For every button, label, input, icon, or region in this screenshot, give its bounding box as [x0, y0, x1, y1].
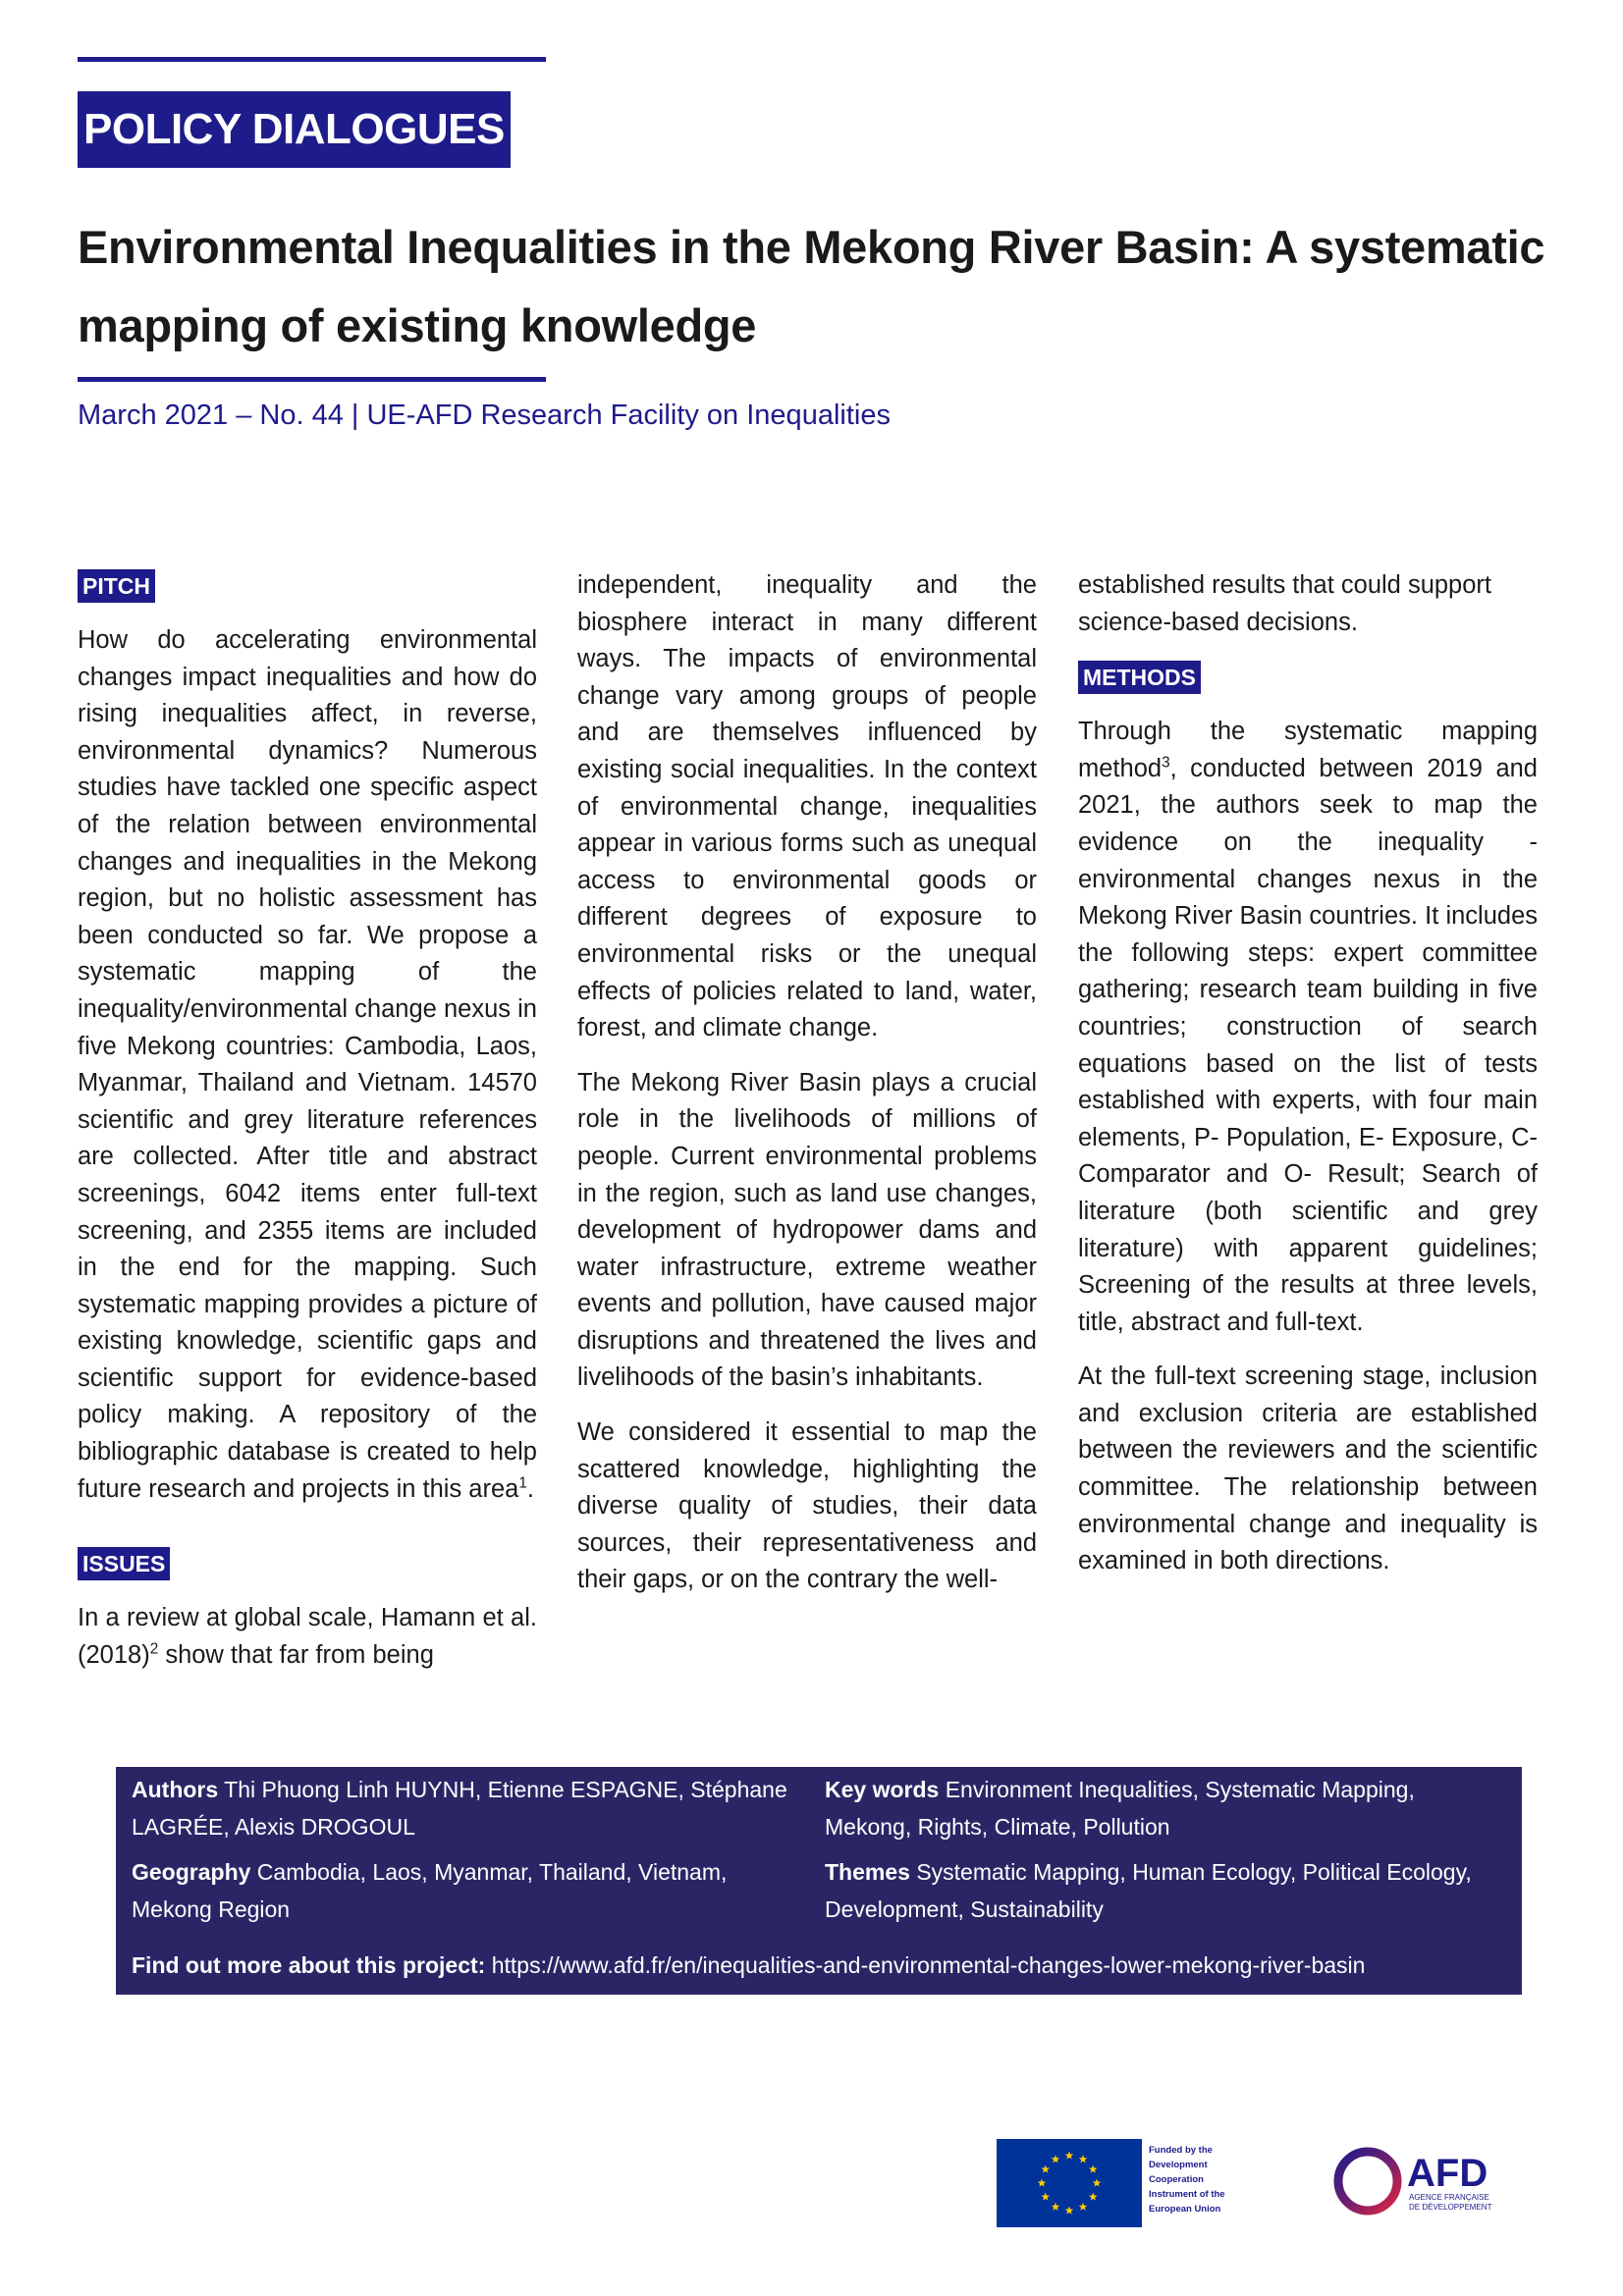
afd-subtitle-line: AGENCE FRANÇAISE [1409, 2193, 1489, 2202]
issues-paragraph-3-start: We considered it essential to map the scattered knowledge, highlighting the diverse quality of studies, their data sources, their representativeness and their gaps, or on the contrary the well- [577, 1418, 1037, 1594]
eu-text-line: European Union [1149, 2204, 1221, 2215]
section-label-methods: METHODS [1078, 661, 1201, 694]
afd-logo [1330, 2141, 1527, 2221]
pitch-paragraph: How do accelerating environmental changes impact inequalities and how do rising inequalities affect, in reverse, environmental dynamics? Numerous studies have tackled one specific aspect of the relation between environmental changes and inequalities in the Mekong region, but no holistic assessment has been conducted so far. We propose a systematic mapping of the inequality/environmental change nexus in five Mekong countries: Cambodia, Laos, Myanmar, Thailand and Vietnam. 14570 scientific and grey literature references are collected. After title and abstract screenings, 6042 items enter full-text screening, and 2355 items are included in the end for the mapping. Such systematic mapping provides a picture of existing knowledge, scientific gaps and scientific support for evidence-based policy making. A repository of the bibliographic database is created to help future research and projects in this area$^1$. [78, 626, 537, 1503]
footnote-ref: 1 [518, 1474, 527, 1492]
eu-text-line: Funded by the [1149, 2145, 1213, 2156]
project-info-box [116, 1767, 1522, 1995]
footnote-ref: 3 [1162, 754, 1170, 772]
afd-wordmark: AFD [1407, 2152, 1488, 2195]
issues-paragraph-2: The Mekong River Basin plays a crucial role in the livelihoods of millions of people. Current environmental problems in the region, such as land use changes, development of hydropower dams and water infrastructure, extreme weather events and pollution, have caused major disruptions and threatened the lives and livelihoods of the basin’s inhabitants. [577, 1068, 1037, 1392]
project-link[interactable]: https://www.afd.fr/en/inequalities-and-environmental-changes-lower-mekong-river-basin [485, 1952, 1366, 1978]
series-badge: POLICY DIALOGUES [78, 91, 511, 168]
eu-flag-icon [997, 2139, 1242, 2227]
column-3 [1078, 567, 1538, 1598]
column-2 [577, 0, 1037, 567]
eu-text-line: Development [1149, 2160, 1208, 2170]
title-rule [78, 377, 546, 382]
document-title: Environmental Inequalities in the Mekong River Basin: A systematic mapping of existing knowledge [78, 221, 1545, 351]
geography-field: Geography Cambodia, Laos, Myanmar, Thailand, Vietnam, Mekong Region [132, 1859, 728, 1922]
keywords-field: Key words Environment Inequalities, Systematic Mapping, Mekong, Rights, Climate, Pollution [825, 1777, 1415, 1840]
section-label-pitch: PITCH [78, 569, 155, 603]
eu-funding-logo [997, 2139, 1242, 2227]
issue-meta: March 2021 – No. 44 | UE-AFD Research Facility on Inequalities [78, 400, 891, 431]
project-link-line: Find out more about this project: https://www.afd.fr/en/inequalities-and-environmental-changes-lower-mekong-river-basin [132, 1952, 1366, 1978]
column-2-text [577, 567, 1037, 1617]
methods-paragraph-2: At the full-text screening stage, inclusion and exclusion criteria are established between the reviewers and the scientific committee. The relationship between environmental change and inequality is examined in both directions. [1078, 1362, 1538, 1575]
issues-paragraph-3-end: established results that could support science-based decisions. [1078, 571, 1491, 636]
authors-field: Authors Thi Phuong Linh HUYNH, Etienne ESPAGNE, Stéphane LAGRÉE, Alexis DROGOUL [132, 1777, 787, 1840]
section-label-issues: ISSUES [78, 1547, 170, 1580]
eu-text-line: Cooperation [1149, 2174, 1204, 2185]
column-2-spacer [577, 0, 1037, 567]
column-1 [78, 567, 537, 1691]
issues-paragraph-1: In a review at global scale, Hamann et al. $(2018)^2$ show that far from being [78, 1604, 537, 1669]
footnote-ref: 2 [149, 1640, 159, 1658]
methods-paragraph-1: Through the systematic mapping method$^3$, conducted between 2019 and 2021, the authors seek to map the evidence on the inequality - environmental changes nexus in the Mekong River Basin countries. It includes the following steps: expert committee gathering; research team building in five countries; construction of search equations based on the list of tests established with experts, with four main elements, P- Population, E- Exposure, C- Comparator and O- Result; Search of literature (both scientific and grey literature) with apparent guidelines; Screening of the results at three levels, title, abstract and full-text. [1078, 718, 1538, 1336]
top-rule [78, 57, 546, 62]
issues-paragraph-1-cont: independent, inequality and the biosphere interact in many different ways. The impacts of environmental change vary among groups of people and are themselves influenced by existing social inequalities. In the context of environmental change, inequalities appear in various forms such as unequal access to environmental goods or different degrees of exposure to environmental risks or the unequal effects of policies related to land, water, forest, and climate change. [577, 571, 1037, 1042]
themes-field: Themes Systematic Mapping, Human Ecology, Political Ecology, Development, Sustainability [825, 1859, 1472, 1922]
eu-text-line: Instrument of the [1149, 2189, 1225, 2200]
afd-subtitle-line: DE DÉVELOPPEMENT [1409, 2203, 1492, 2212]
afd-ring-icon [1330, 2141, 1527, 2221]
